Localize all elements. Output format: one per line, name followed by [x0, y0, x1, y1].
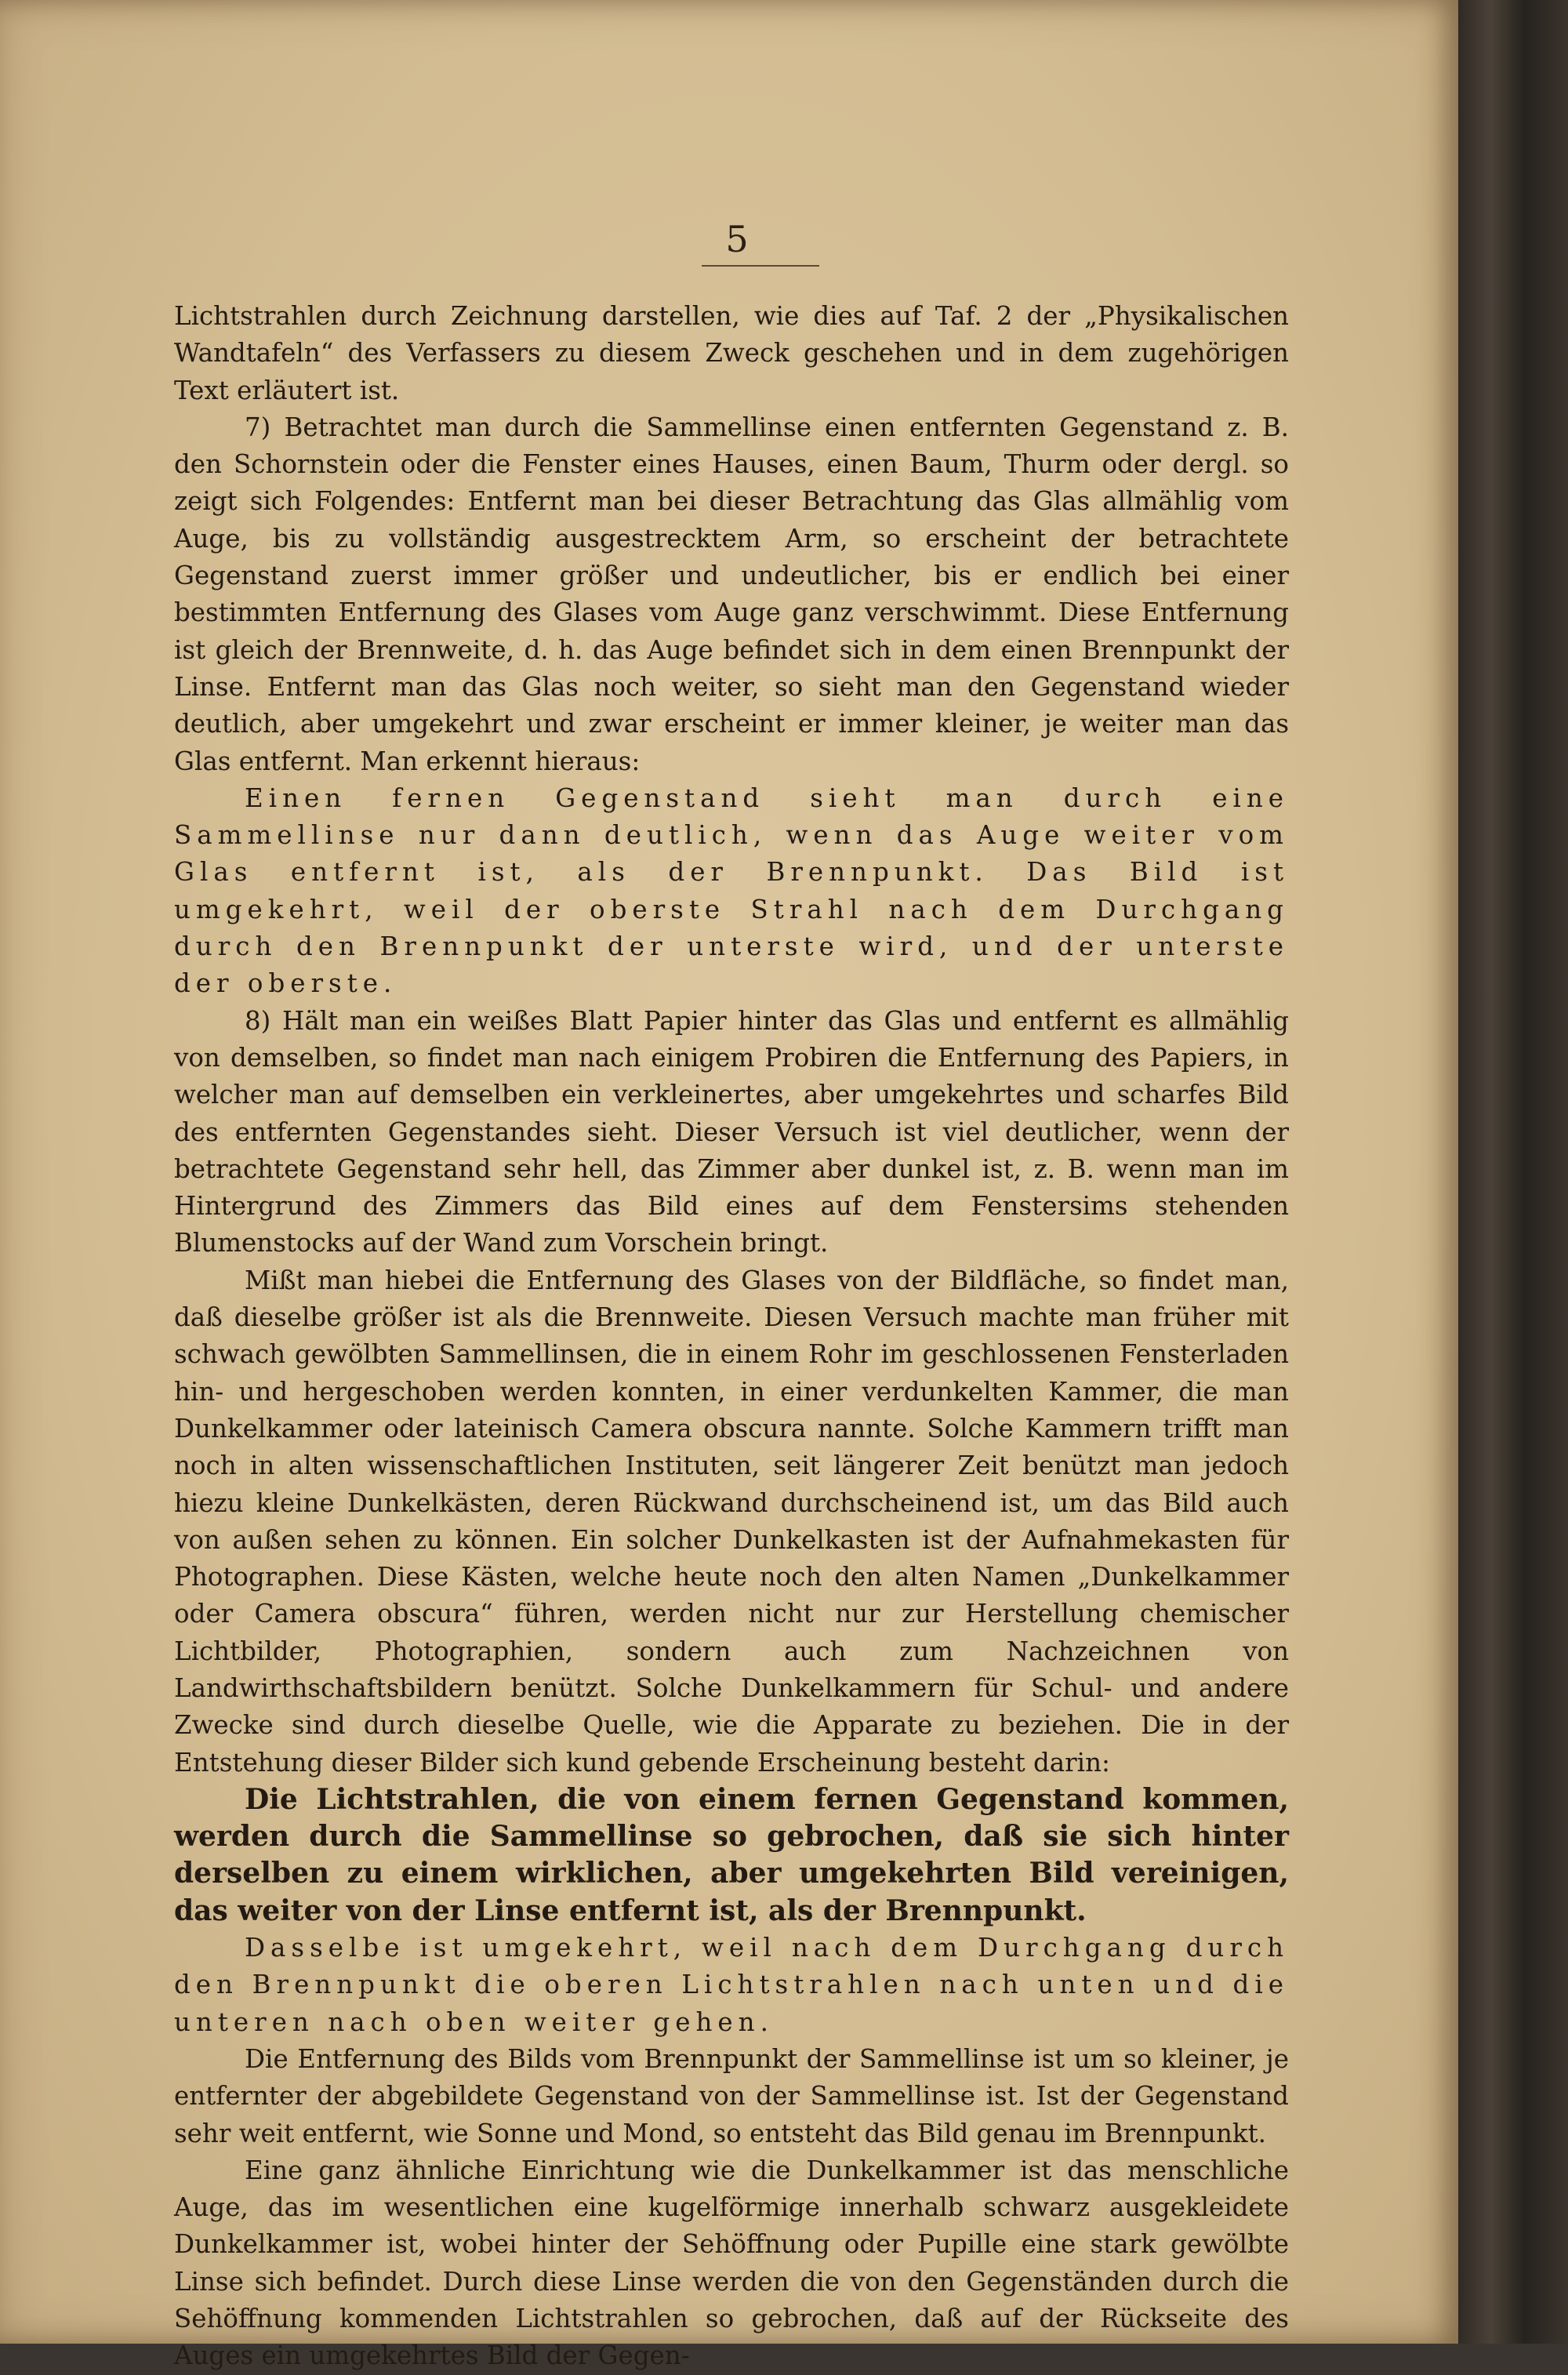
- paragraph-distance: Die Entfernung des Bilds vom Brennpunkt der Sammellinse ist um so kleiner, je entfernter der abgebildete Gegenstand von der Sammellinse ist. Ist der Gegenstand sehr weit entfernt, wie Sonne und Mond, so entsteht das Bild genau im Brennpunkt.: [174, 2043, 1289, 2148]
- paragraph-rule-bold: Die Lichtstrahlen, die von einem fernen Gegenstand kommen, werden durch die Sammellinse so gebrochen, daß sie sich hinter derselben zu einem wirklichen, aber umgekehrten Bild vereinigen, das weiter von der Linse entfernt ist, als der Brennpunkt.: [174, 1782, 1289, 1927]
- paragraph-eye: Eine ganz ähnliche Einrichtung wie die Dunkelkammer ist das menschliche Auge, das im wesentlichen eine kugelförmige innerhalb schwarz ausgekleidete Dunkelkammer ist, wobei hinter der Sehöffnung oder Pupille eine stark gewölbte Linse sich befindet. Durch diese Linse werden die von den Gegenständen durch die Sehöffnung kommenden Lichtstrahlen so gebrochen, daß auf der Rückseite des Auges ein umgekehrtes Bild der Gegen-: [174, 2155, 1289, 2371]
- paragraph-8: 8) Hält man ein weißes Blatt Papier hinter das Glas und entfernt es allmählig von demselben, so findet man nach einigem Probiren die Entfernung des Papiers, in welcher man auf demselben ein verkleinertes, aber umgekehrtes und scharfes Bild des entfernten Gegenstandes sieht. Dieser Versuch ist viel deutlicher, wenn der betrachtete Gegenstand sehr hell, das Zimmer aber dunkel ist, z. B. wenn man im Hintergrund des Zimmers das Bild eines auf dem Fenstersims stehenden Blumenstocks auf der Wand zum Vorschein bringt.: [174, 1005, 1289, 1258]
- paragraph-continuation: Lichtstrahlen durch Zeichnung darstellen, wie dies auf Taf. 2 der „Physikalischen Wandtafeln“ des Verfassers zu diesem Zweck geschehen und in dem zugehörigen Text erläutert ist.: [174, 301, 1289, 405]
- body-text: [174, 298, 1289, 2375]
- paragraph-camera-obscura: Mißt man hiebei die Entfernung des Glases von der Bildfläche, so findet man, daß dieselbe größer ist als die Brennweite. Diesen Versuch machte man früher mit schwach gewölbten Sammellinsen, die in einem Rohr im geschlossenen Fensterladen hin- und hergeschoben werden konnten, in einer verdunkelten Kammer, die man Dunkelkammer oder lateinisch Camera obscura nannte. Solche Kammern trifft man noch in alten wissenschaftlichen Instituten, seit längerer Zeit benützt man jedoch hiezu kleine Dunkelkästen, deren Rückwand durchscheinend ist, um das Bild auch von außen sehen zu können. Ein solcher Dunkelkasten ist der Aufnahmekasten für Photographen. Diese Kästen, welche heute noch den alten Namen „Dunkelkammer oder Camera obscura“ führen, werden nicht nur zur Herstellung chemischer Lichtbilder, Photographien, sondern auch zum Nachzeichnen von Landwirthschaftsbildern benützt. Solche Dunkelkammern für Schul- und andere Zwecke sind durch dieselbe Quelle, wie die Apparate zu beziehen. Die in der Entstehung dieser Bilder sich kund gebende Erscheinung besteht darin:: [174, 1265, 1289, 1778]
- paragraph-rule-2: Dasselbe ist umgekehrt, weil nach dem Durchgang durch den Brennpunkt die oberen Lichtstrahlen nach unten und die unteren nach oben weiter gehen.: [174, 1933, 1289, 2037]
- book-edge: [1458, 0, 1568, 2344]
- paragraph-rule-1: Einen fernen Gegenstand sieht man durch eine Sammellinse nur dann deutlich, wenn das Auge weiter vom Glas entfernt ist, als der Brennpunkt. Das Bild ist umgekehrt, weil der oberste Strahl nach dem Durchgang durch den Brennpunkt der unterste wird, und der unterste der oberste.: [174, 783, 1289, 999]
- page-number: 5: [725, 218, 749, 260]
- header-rule: [702, 265, 819, 267]
- paragraph-7: 7) Betrachtet man durch die Sammellinse einen entfernten Gegenstand z. B. den Schornstein oder die Fenster eines Hauses, einen Baum, Thurm oder dergl. so zeigt sich Folgendes: Entfernt man bei dieser Betrachtung das Glas allmählig vom Auge, bis zu vollständig ausgestrecktem Arm, so erscheint der betrachtete Gegenstand zuerst immer größer und undeutlicher, bis er endlich bei einer bestimmten Entfernung des Glases vom Auge ganz verschwimmt. Diese Entfernung ist gleich der Brennweite, d. h. das Auge befindet sich in dem einen Brennpunkt der Linse. Entfernt man das Glas noch weiter, so sieht man den Gegenstand wieder deutlich, aber umgekehrt und zwar erscheint er immer kleiner, je weiter man das Glas entfernt. Man erkennt hieraus:: [174, 412, 1289, 776]
